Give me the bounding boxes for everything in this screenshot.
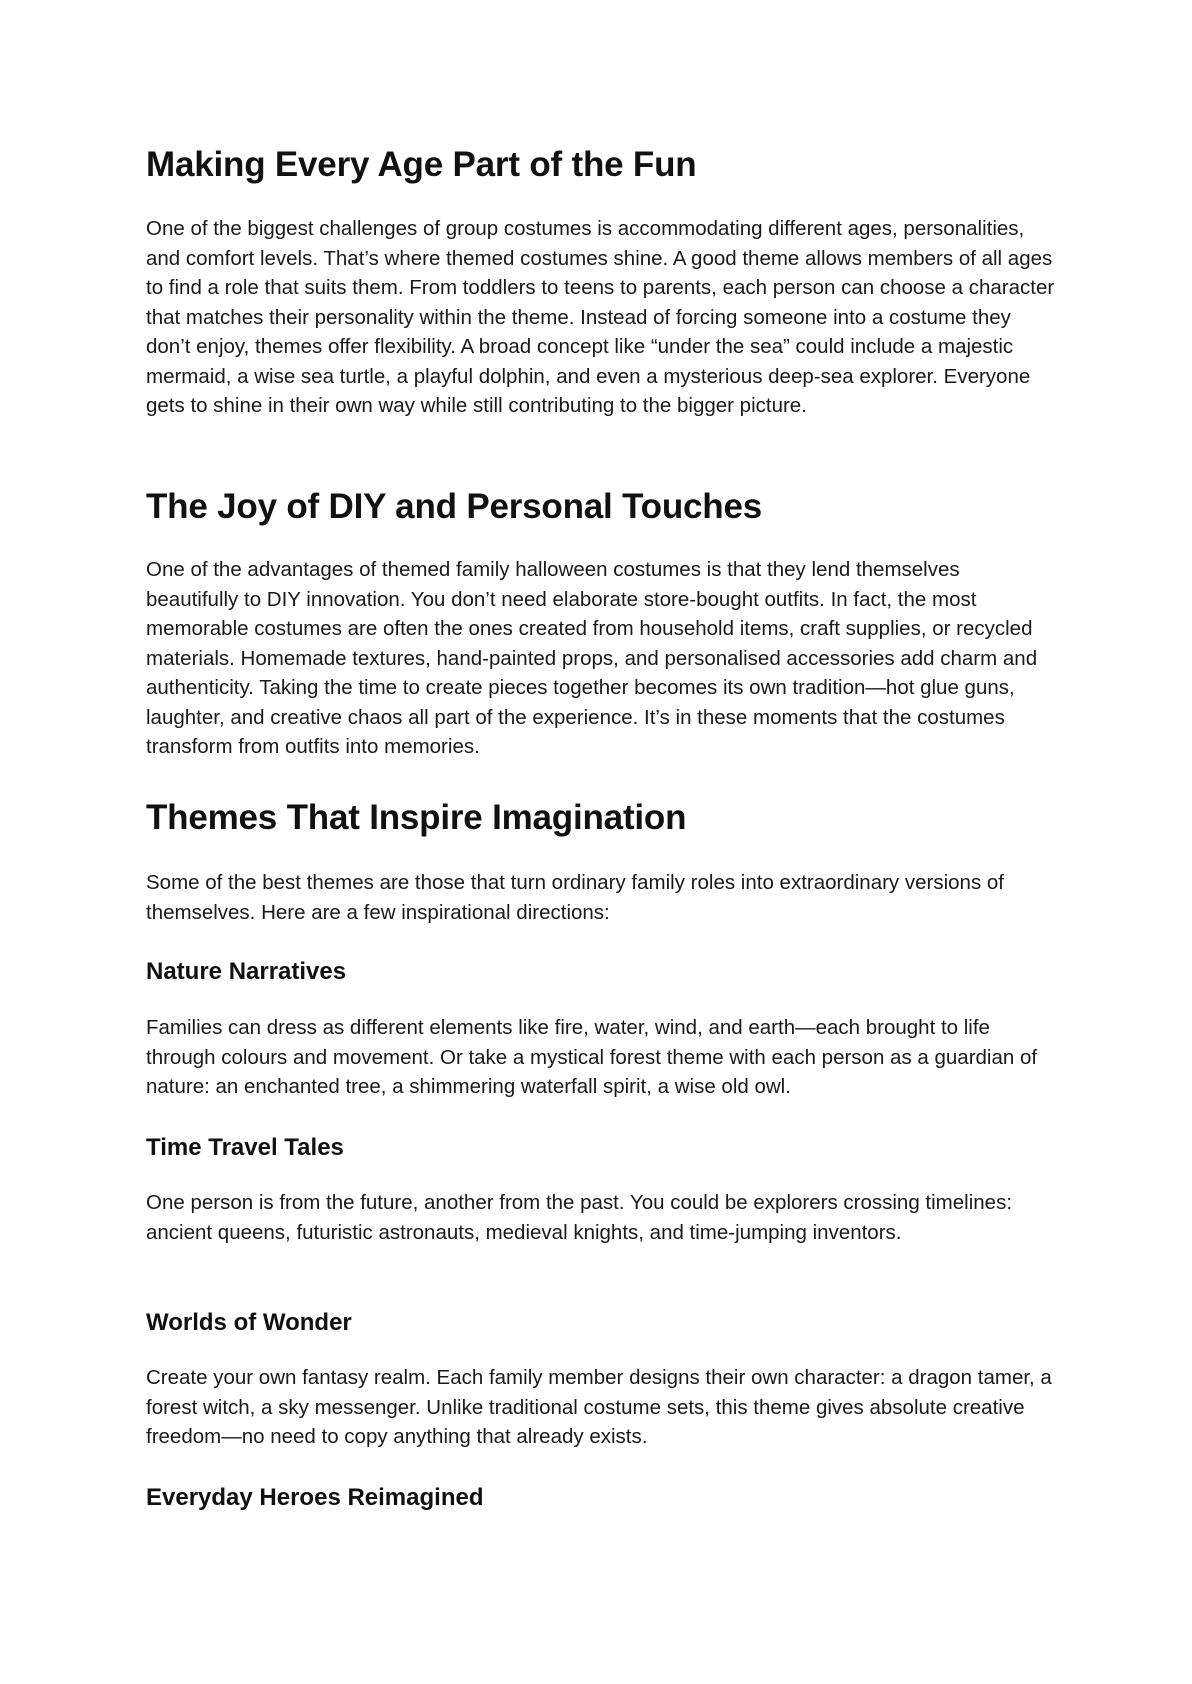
subsection-heading-time-travel-tales: Time Travel Tales <box>146 1134 344 1161</box>
section-heading-making-every-age: Making Every Age Part of the Fun <box>146 145 697 184</box>
section-heading-joy-of-diy: The Joy of DIY and Personal Touches <box>146 487 763 526</box>
subsection-heading-worlds-of-wonder: Worlds of Wonder <box>146 1309 352 1336</box>
subsection-body-time-travel-tales: One person is from the future, another from the past. You could be explorers crossing timelines: ancient queens, futuristic astronauts, medieval knights, and time-jumping inventors. <box>146 1191 1013 1244</box>
subsection-body-nature-narratives: Families can dress as different elements like fire, water, wind, and earth—each brought to life through colours and movement. Or take a mystical forest theme with each person as a guardian of nature: an enchanted tree, a shimmering waterfall spirit, a wise old owl. <box>146 1016 1038 1098</box>
subsection-body-worlds-of-wonder: Create your own fantasy realm. Each family member designs their own character: a dragon tamer, a forest witch, a sky messenger. Unlike traditional costume sets, this theme gives absolute creative freedom—no need to copy anything that already exists. <box>146 1366 1052 1448</box>
subsection-heading-everyday-heroes: Everyday Heroes Reimagined <box>146 1484 484 1511</box>
section-body-themes-inspire: Some of the best themes are those that turn ordinary family roles into extraordinary versions of themselves. Here are a few inspirational directions: <box>146 871 1004 924</box>
section-body-making-every-age: One of the biggest challenges of group costumes is accommodating different ages, personalities, and comfort levels. That’s where themed costumes shine. A good theme allows members of all ages to find a role that suits them. From toddlers to teens to parents, each person can choose a character that matches their personality within the theme. Instead of forcing someone into a costume they don’t enjoy, themes offer flexibility. A broad concept like “under the sea” could include a majestic mermaid, a wise sea turtle, a playful dolphin, and even a mysterious deep-sea explorer. Everyone gets to shine in their own way while still contributing to the bigger picture. <box>146 217 1055 417</box>
section-heading-themes-inspire: Themes That Inspire Imagination <box>146 798 687 837</box>
section-body-joy-of-diy: One of the advantages of themed family halloween costumes is that they lend themselves beautifully to DIY innovation. You don’t need elaborate store-bought outfits. In fact, the most memorable costumes are often the ones created from household items, craft supplies, or recycled materials. Homemade textures, hand-painted props, and personalised accessories add charm and authenticity. Taking the time to create pieces together becomes its own tradition—hot glue guns, laughter, and creative chaos all part of the experience. It’s in these moments that the costumes transform from outfits into memories. <box>146 558 1038 758</box>
subsection-heading-nature-narratives: Nature Narratives <box>146 958 347 985</box>
